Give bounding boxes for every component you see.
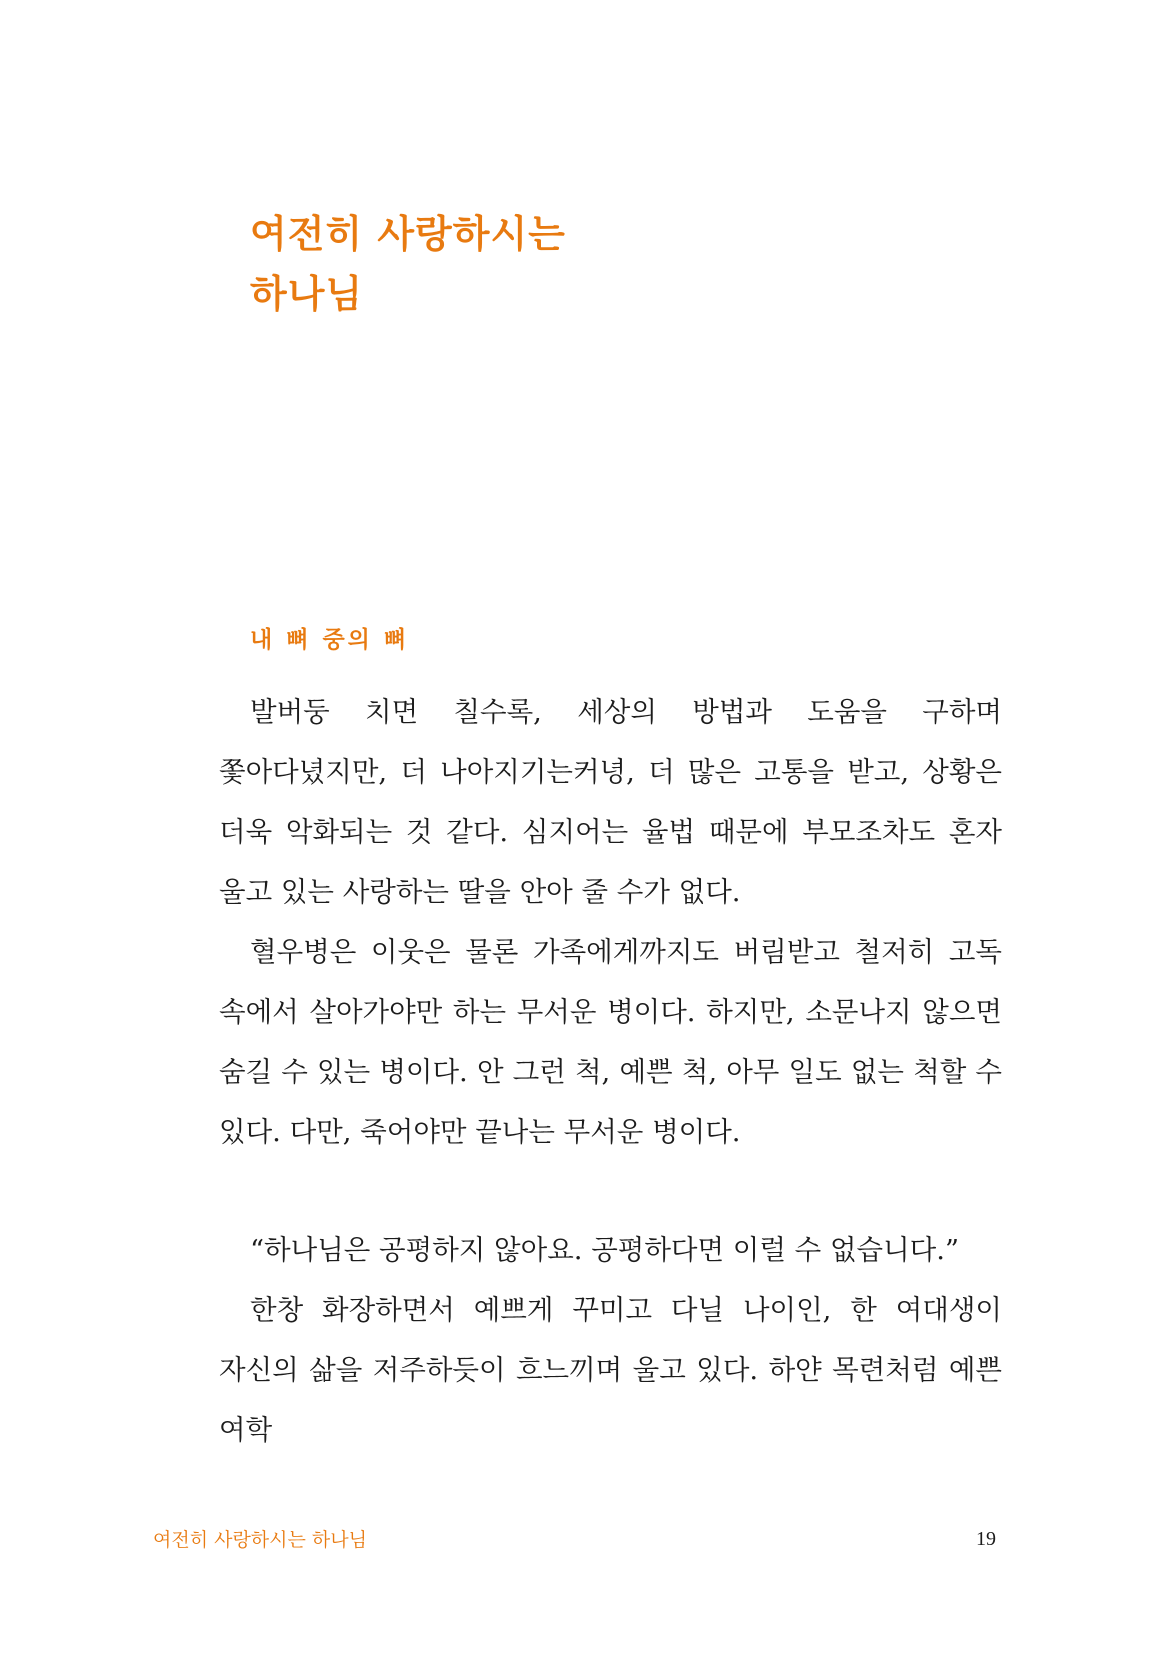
section-subtitle: 내 뼈 중의 뼈 bbox=[250, 627, 410, 653]
chapter-title bbox=[250, 204, 566, 324]
footer-running-title: 여전히 사랑하시는 하나님 bbox=[153, 1529, 367, 1551]
body-text-block-2 bbox=[219, 1220, 1002, 1460]
page-number: 19 bbox=[976, 1528, 996, 1550]
chapter-title-line-2: 하나님 bbox=[250, 272, 364, 316]
body-text-block-1 bbox=[219, 682, 1002, 1162]
quote-paragraph: “하나님은 공평하지 않아요. 공평하다면 이럴 수 없습니다.” bbox=[250, 1234, 960, 1266]
paragraph: 발버둥 치면 칠수록, 세상의 방법과 도움을 구하며 쫓아다녔지만, 더 나아지기는커녕, 더 많은 고통을 받고, 상황은 더욱 악화되는 것 같다. 심지어는 율법 때문에 부모조차도 혼자 울고 있는 사랑하는 딸을 안아 줄 수가 없다. bbox=[219, 696, 1002, 908]
chapter-title-line-1: 여전히 사랑하시는 bbox=[250, 212, 566, 256]
paragraph: 한창 화장하면서 예쁘게 꾸미고 다닐 나이인, 한 여대생이 자신의 삶을 저주하듯이 흐느끼며 울고 있다. 하얀 목련처럼 예쁜 여학 bbox=[219, 1294, 1002, 1446]
paragraph: 혈우병은 이웃은 물론 가족에게까지도 버림받고 철저히 고독 속에서 살아가야만 하는 무서운 병이다. 하지만, 소문나지 않으면 숨길 수 있는 병이다. 안 그런 척, 예쁜 척, 아무 일도 없는 척할 수 있다. 다만, 죽어야만 끝나는 무서운 병이다. bbox=[219, 936, 1002, 1148]
